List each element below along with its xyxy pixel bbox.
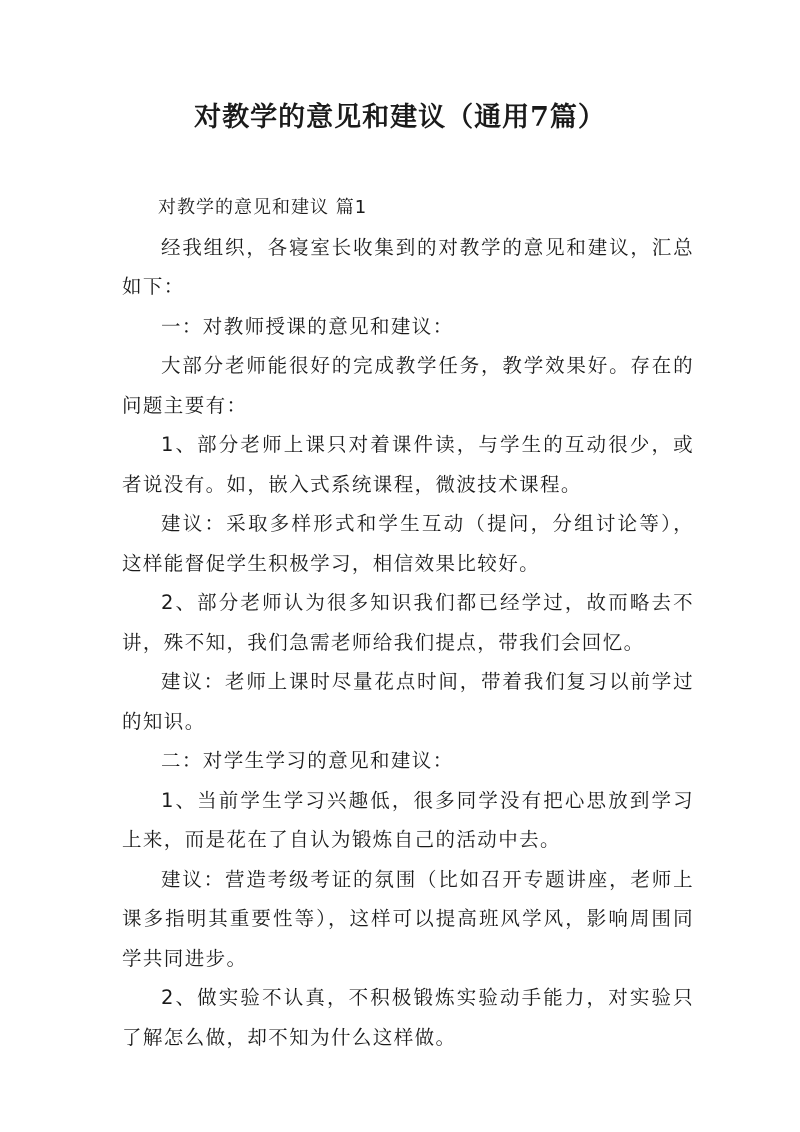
document-body <box>122 188 694 1057</box>
paragraph: 1、部分老师上课只对着课件读，与学生的互动很少，或者说没有。如，嵌入式系统课程，微波技术课程。 <box>122 433 694 496</box>
document-title: 对教学的意见和建议（通用7篇） <box>194 102 606 133</box>
paragraph: 建议：采取多样形式和学生互动（提问，分组讨论等），这样能督促学生积极学习，相信效果比较好。 <box>122 512 694 575</box>
paragraph: 大部分老师能很好的完成教学任务，教学效果好。存在的问题主要有： <box>122 354 694 417</box>
paragraph: 2、部分老师认为很多知识我们都已经学过，故而略去不讲，殊不知，我们急需老师给我们提点，带我们会回忆。 <box>122 591 694 654</box>
paragraph: 1、当前学生学习兴趣低，很多同学没有把心思放到学习上来，而是花在了自认为锻炼自己的活动中去。 <box>122 788 694 851</box>
section-heading-1: 对教学的意见和建议 篇1 <box>158 197 368 218</box>
paragraph: 2、做实验不认真，不积极锻炼实验动手能力，对实验只了解怎么做，却不知为什么这样做。 <box>122 986 694 1049</box>
paragraph: 经我组织，各寝室长收集到的对教学的意见和建议，汇总如下： <box>122 235 694 298</box>
paragraph: 建议：营造考级考证的氛围（比如召开专题讲座，老师上课多指明其重要性等），这样可以提高班风学风，影响周围同学共同进步。 <box>122 867 694 970</box>
paragraph: 二：对学生学习的意见和建议： <box>161 749 454 772</box>
paragraph: 一：对教师授课的意见和建议： <box>161 314 454 338</box>
paragraph: 建议：老师上课时尽量花点时间，带着我们复习以前学过的知识。 <box>122 670 694 733</box>
